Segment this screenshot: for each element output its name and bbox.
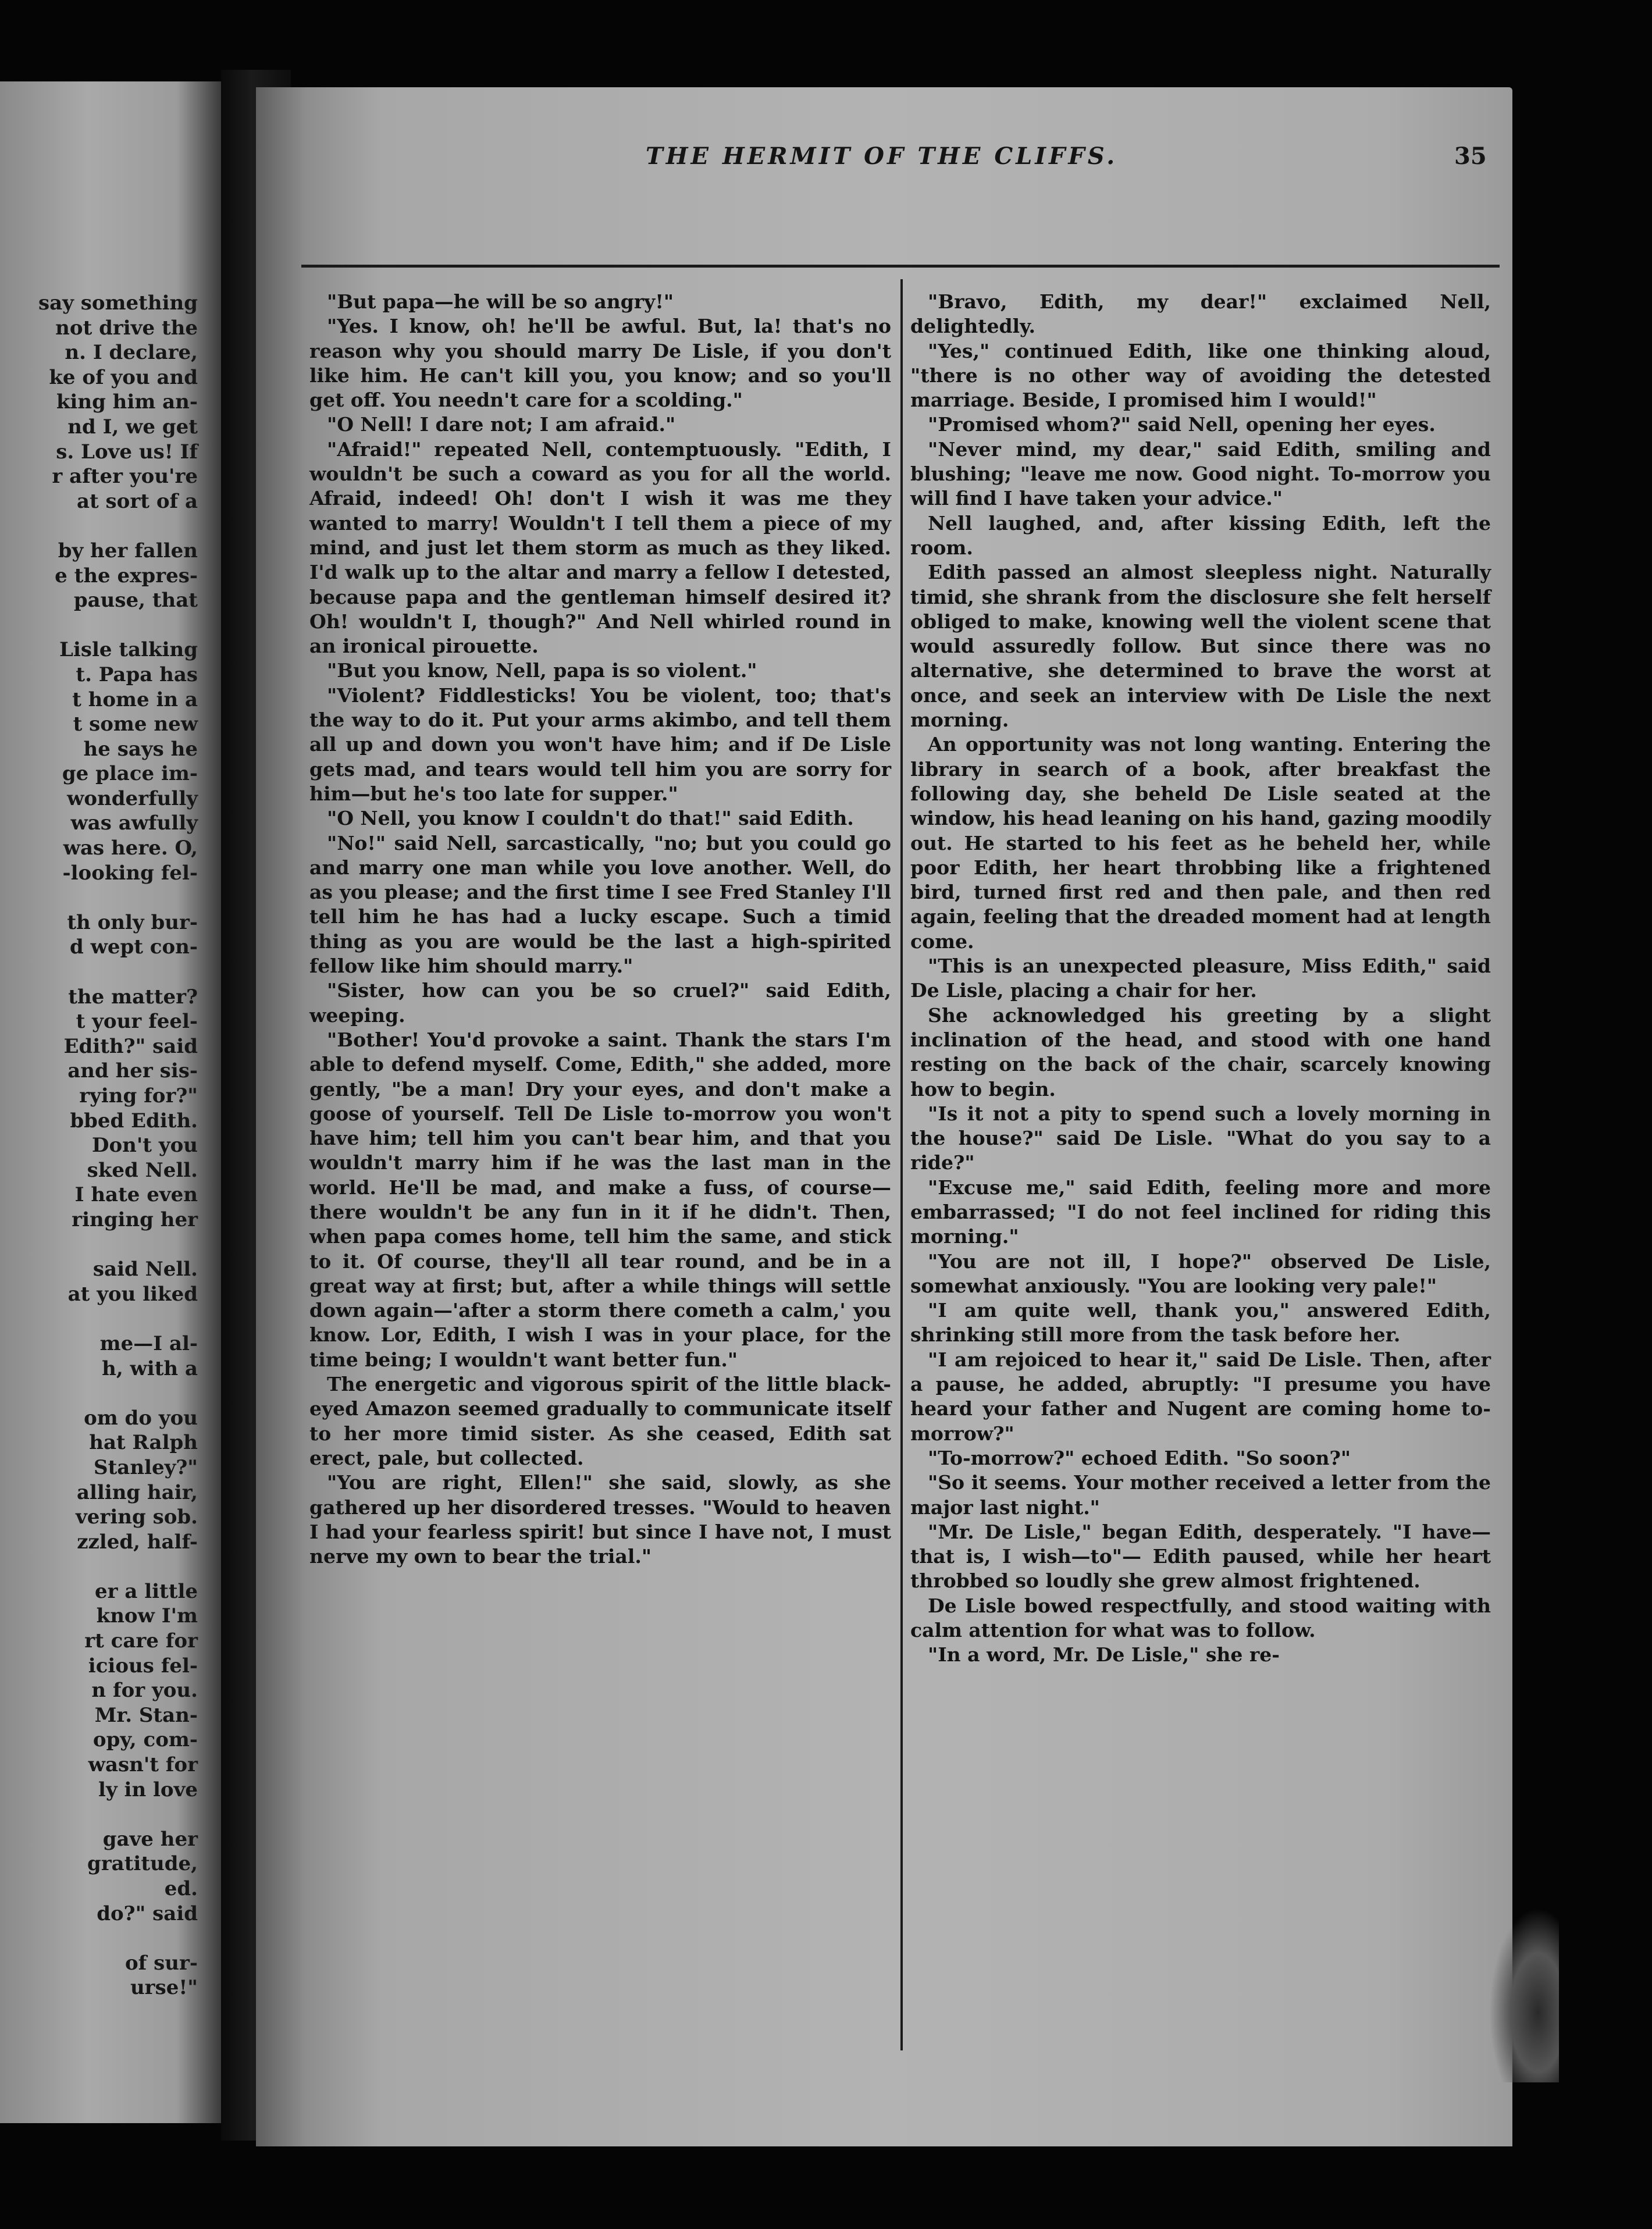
page-corner-damage <box>1489 1908 1559 2082</box>
text-line-fragment: er a little <box>94 1579 198 1603</box>
paragraph: "Sister, how can you be so cruel?" said Edith, weeping. <box>309 979 891 1027</box>
text-line-fragment: wasn't for <box>88 1753 198 1777</box>
text-line-fragment <box>0 1381 198 1406</box>
text-line-fragment: -looking fel- <box>62 861 198 885</box>
paragraph: "Bother! You'd provoke a saint. Thank the stars I'm able to defend myself. Come, Edith," she added, more gently, "be a man! Dry your eyes, and don't make a goose of yourself. Tell De Lisle to-morrow you won't have him; tell him you can't bear him, and that you wouldn't marry him if he was the last man in the world. He'll be mad, and make a fuss, of course—there wouldn't be any fun in it if he didn't. Then, when papa comes home, tell him the same, and stick to it. Of course, they'll all tear round, and be in a great way at first; but, after a while things will settle down again—'after a storm there cometh a calm,' you know. Lor, Edith, I wish I was in your place, for the time being; I wouldn't want better fun." <box>309 1028 891 1371</box>
header-rule <box>301 265 1500 268</box>
paragraph: She acknowledged his greeting by a slight inclination of the head, and stood with one hand resting on the back of the chair, scarcely knowing how to begin. <box>910 1003 1491 1101</box>
paragraph: "Afraid!" repeated Nell, contemptuously. "Edith, I wouldn't be such a coward as you for all the world. Afraid, indeed! Oh! don't I wish it was me they wanted to marry! Wouldn't I tell them a piece of my mind, and just let them storm as much as they liked. I'd walk up to the altar and marry a fellow I detested, because papa and the gentleman himself desired it? Oh! wouldn't I, though?" And Nell whirled round in an ironical pirouette. <box>309 437 891 658</box>
text-line-fragment: hat Ralph <box>89 1431 198 1455</box>
text-line-fragment <box>0 1233 198 1258</box>
text-line-fragment: ge place im- <box>62 762 198 786</box>
text-line-fragment: sked Nell. <box>87 1158 198 1182</box>
text-line-fragment: know I'm <box>96 1604 198 1628</box>
text-line-fragment <box>0 1306 198 1331</box>
paragraph: "But papa—he will be so angry!" <box>327 290 674 313</box>
text-line-fragment: d wept con- <box>69 935 198 959</box>
paragraph: "In a word, Mr. De Lisle," she re- <box>928 1643 1280 1667</box>
text-line-fragment: vering sob. <box>76 1505 198 1529</box>
text-line-fragment: of sur- <box>124 1951 198 1975</box>
text-line-fragment: icious fel- <box>88 1654 198 1678</box>
text-column-right <box>910 290 1491 1668</box>
text-line-fragment: opy, com- <box>92 1728 198 1752</box>
text-line-fragment <box>0 1554 198 1579</box>
text-line-fragment: n for you. <box>91 1679 198 1703</box>
text-line-fragment <box>0 1926 198 1951</box>
text-line-fragment: n. I declare, <box>65 341 198 365</box>
paragraph: "Yes. I know, oh! he'll be awful. But, la! that's no reason why you should marry De Lisle, if you don't like him. He can't kill you, you know; and so you'll get off. You needn't care for a scolding." <box>309 315 891 412</box>
text-line-fragment: ed. <box>164 1877 198 1900</box>
page-number: 35 <box>1454 143 1487 170</box>
paragraph: "O Nell, you know I couldn't do that!" said Edith. <box>327 807 854 830</box>
paragraph: "Is it not a pity to spend such a lovely morning in the house?" said De Lisle. "What do you say to a ride?" <box>910 1102 1491 1174</box>
text-line-fragment: was awfully <box>70 811 198 835</box>
text-line-fragment: at you liked <box>67 1282 198 1306</box>
text-line-fragment: me—I al- <box>99 1331 198 1355</box>
text-line-fragment: not drive the <box>55 316 198 340</box>
text-line-fragment: was here. O, <box>63 836 198 860</box>
text-line-fragment: Edith?" said <box>63 1034 198 1058</box>
paragraph: "Mr. De Lisle," began Edith, desperately. "I have—that is, I wish—to"— Edith paused, while her heart throbbed so loudly she grew almost frightened. <box>910 1520 1491 1593</box>
paragraph: "But you know, Nell, papa is so violent." <box>327 659 757 682</box>
text-line-fragment: t. Papa has <box>76 663 198 686</box>
text-line-fragment: I hate even <box>74 1183 198 1207</box>
text-line-fragment: ly in love <box>98 1778 198 1801</box>
text-line-fragment: alling hair, <box>76 1480 198 1504</box>
text-line-fragment: said Nell. <box>92 1258 198 1281</box>
text-line-fragment: urse!" <box>130 1976 198 2000</box>
previous-page-text <box>0 291 198 2000</box>
text-line-fragment: Mr. Stan- <box>94 1703 198 1727</box>
paragraph: "You are not ill, I hope?" observed De Lisle, somewhat anxiously. "You are looking very pale!" <box>910 1249 1491 1297</box>
paragraph: "Violent? Fiddlesticks! You be violent, too; that's the way to do it. Put your arms akimbo, and tell them all up and down you won't have him; and if De Lisle gets mad, and tears would tell him you are sorry for him—but he's too late for supper." <box>309 683 891 805</box>
text-line-fragment: rying for?" <box>79 1084 198 1108</box>
paragraph: Nell laughed, and, after kissing Edith, left the room. <box>910 511 1491 559</box>
text-line-fragment: bbed Edith. <box>70 1109 198 1133</box>
text-line-fragment: ringing her <box>72 1208 198 1231</box>
text-line-fragment: th only bur- <box>67 910 198 934</box>
text-line-fragment: h, with a <box>102 1356 198 1380</box>
paragraph: De Lisle bowed respectfully, and stood waiting with calm attention for what was to follow. <box>910 1594 1491 1642</box>
text-line-fragment: e the expres- <box>55 564 198 587</box>
paragraph: "I am quite well, thank you," answered Edith, shrinking still more from the task before her. <box>910 1299 1491 1347</box>
paragraph: An opportunity was not long wanting. Entering the library in search of a book, after breakfast the following day, she beheld De Lisle seated at the window, his head leaning on his hand, gazing moodily out. He started to his feet as he beheld her, while poor Edith, her heart throbbing like a frightened bird, turned first red and then pale, and then red again, feeling that the dreaded moment had at length come. <box>910 733 1491 953</box>
paragraph: "Yes," continued Edith, like one thinking aloud, "there is no other way of avoiding the detested marriage. Beside, I promised him I would!" <box>910 339 1491 412</box>
text-line-fragment: gave her <box>102 1827 198 1851</box>
text-line-fragment <box>0 885 198 910</box>
paragraph: "O Nell! I dare not; I am afraid." <box>327 413 676 436</box>
text-line-fragment: the matter? <box>68 985 198 1009</box>
text-line-fragment <box>0 960 198 985</box>
text-line-fragment: rt care for <box>84 1629 198 1653</box>
paragraph: Edith passed an almost sleepless night. Naturally timid, she shrank from the disclosure she felt herself obliged to make, knowing well the violent scene that would assuredly follow. But since there was no alternative, she determined to brave the worst at once, and seek an interview with De Lisle the next morning. <box>910 561 1491 732</box>
text-line-fragment: do?" said <box>97 1902 198 1925</box>
text-line-fragment: om do you <box>84 1406 198 1430</box>
paragraph: "Bravo, Edith, my dear!" exclaimed Nell, delightedly. <box>910 290 1491 338</box>
text-line-fragment: nd I, we get <box>67 415 198 439</box>
running-title: THE HERMIT OF THE CLIFFS. <box>646 143 1118 170</box>
text-line-fragment <box>0 514 198 539</box>
text-line-fragment <box>0 1802 198 1827</box>
paragraph: "I am rejoiced to hear it," said De Lisle. Then, after a pause, he added, abruptly: "I presume you have heard your father and Nugent are coming home to-morrow?" <box>910 1348 1491 1445</box>
paragraph: "Never mind, my dear," said Edith, smiling and blushing; "leave me now. Good night. To-morrow you will find I have taken your advice." <box>910 437 1491 510</box>
paragraph: "No!" said Nell, sarcastically, "no; but you could go and marry one man while you love another. Well, do as you please; and the first time I see Fred Stanley I'll tell him he has had a lucky escape. Such a timid thing as you are would be the last a high-spirited fellow like him should marry." <box>309 831 891 978</box>
paragraph: The energetic and vigorous spirit of the little black-eyed Amazon seemed gradually to communicate itself to her more timid sister. As she ceased, Edith sat erect, pale, but collected. <box>309 1373 891 1469</box>
paragraph: "You are right, Ellen!" she said, slowly, as she gathered up her disordered tresses. "Would to heaven I had your fearless spirit! but since I have not, I must nerve my own to bear the trial." <box>309 1471 891 1568</box>
text-line-fragment: Don't you <box>92 1134 198 1158</box>
text-line-fragment: by her fallen <box>58 539 198 562</box>
text-line-fragment: t your feel- <box>76 1010 198 1034</box>
text-line-fragment: zzled, half- <box>77 1530 198 1554</box>
paragraph: "To-morrow?" echoed Edith. "So soon?" <box>928 1446 1351 1469</box>
text-column-left <box>309 290 891 1569</box>
paragraph: "This is an unexpected pleasure, Miss Edith," said De Lisle, placing a chair for her. <box>910 955 1491 1002</box>
paragraph: "Excuse me," said Edith, feeling more and more embarrassed; "I do not feel inclined for riding this morning." <box>910 1176 1491 1248</box>
text-line-fragment: and her sis- <box>67 1059 198 1083</box>
text-line-fragment: at sort of a <box>76 489 198 513</box>
text-line-fragment: t home in a <box>72 688 198 711</box>
text-line-fragment: king him an- <box>56 390 198 414</box>
paragraph: "So it seems. Your mother received a letter from the major last night." <box>910 1471 1491 1519</box>
text-line-fragment: say something <box>38 291 198 315</box>
paragraph: "Promised whom?" said Nell, opening her eyes. <box>928 413 1436 436</box>
text-line-fragment: Lisle talking <box>59 638 198 662</box>
text-line-fragment: wonderfully <box>67 786 198 810</box>
text-line-fragment: t some new <box>73 713 198 736</box>
text-line-fragment: he says he <box>83 737 198 761</box>
text-line-fragment: gratitude, <box>87 1852 198 1876</box>
text-line-fragment: r after you're <box>52 465 198 489</box>
text-line-fragment: ke of you and <box>49 365 198 389</box>
column-divider <box>900 279 903 2050</box>
text-line-fragment: s. Love us! If <box>56 440 198 464</box>
text-line-fragment: Stanley?" <box>94 1455 198 1479</box>
text-line-fragment <box>0 613 198 638</box>
text-line-fragment: pause, that <box>73 589 198 613</box>
previous-page-fragment <box>0 81 221 2123</box>
